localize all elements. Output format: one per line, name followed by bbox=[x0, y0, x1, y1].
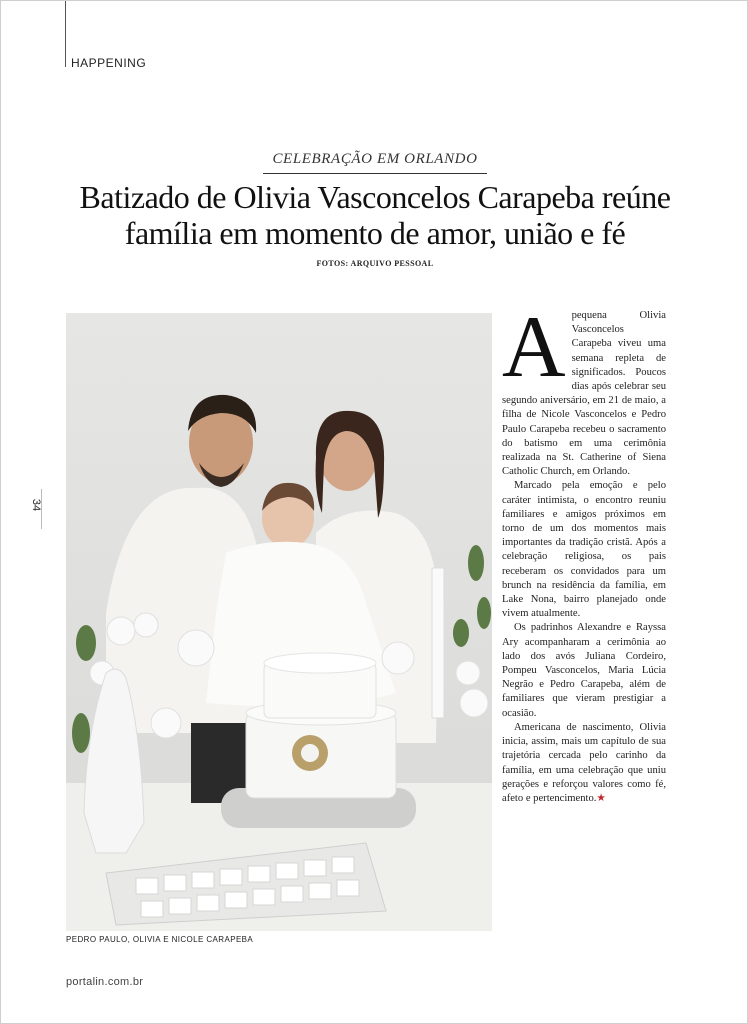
family-photo bbox=[66, 313, 492, 931]
drop-cap: A bbox=[502, 299, 566, 396]
header-rule bbox=[65, 1, 66, 67]
kicker-underline bbox=[263, 173, 487, 174]
article-paragraph-1: Apequena Olivia Vasconcelos Carapeba viveu uma semana repleta de significados. Poucos dias após celebrar seu segundo aniversário, em 21 de maio, a filha de Nicole Vasconcelos e Pedro Paulo Carapeba recebeu o sacramento do batismo em uma cerimônia realizada na St. Catherine of Siena Catholic Church, em Orlando. bbox=[502, 299, 666, 478]
article-body bbox=[502, 299, 666, 806]
page-number: 34 bbox=[30, 498, 42, 512]
article-paragraph-2: Marcado pela emoção e pelo caráter intimista, o encontro reuniu familiares e amigos próximos em torno de um dos momentos mais importantes da tradição cristã. Após a celebração religiosa, os pais receberam os convidados para um brunch na residência da família, em Lake Nona, bairro planejado onde vivem atualmente. bbox=[502, 480, 666, 620]
kicker: CELEBRAÇÃO EM ORLANDO bbox=[272, 151, 478, 167]
end-star-icon: ★ bbox=[596, 792, 606, 804]
article-paragraph-4: Americana de nascimento, Olivia inicia, assim, mais um capítulo de sua trajetória cercada pelo carinho da família, em uma celebração que uniu gerações e reforçou valores como fé, afeto e pertencimento.★ bbox=[502, 721, 666, 804]
photo-caption: PEDRO PAULO, OLIVIA E NICOLE CARAPEBA bbox=[66, 935, 254, 944]
footer-url: portalin.com.br bbox=[66, 976, 144, 988]
headline: Batizado de Olivia Vasconcelos Carapeba reúne família em momento de amor, união e fé bbox=[79, 179, 671, 251]
article-paragraph-3: Os padrinhos Alexandre e Rayssa Ary acompanharam a cerimônia ao lado dos avós Juliana Cordeiro, Pompeu Vasconcelos, Maria Lúcia Negrão e Pedro Carapeba, além de familiares que vieram prestigiar a ocasião. bbox=[502, 622, 666, 719]
photo-credit: FOTOS: ARQUIVO PESSOAL bbox=[316, 259, 434, 268]
section-label: HAPPENING bbox=[71, 56, 147, 70]
